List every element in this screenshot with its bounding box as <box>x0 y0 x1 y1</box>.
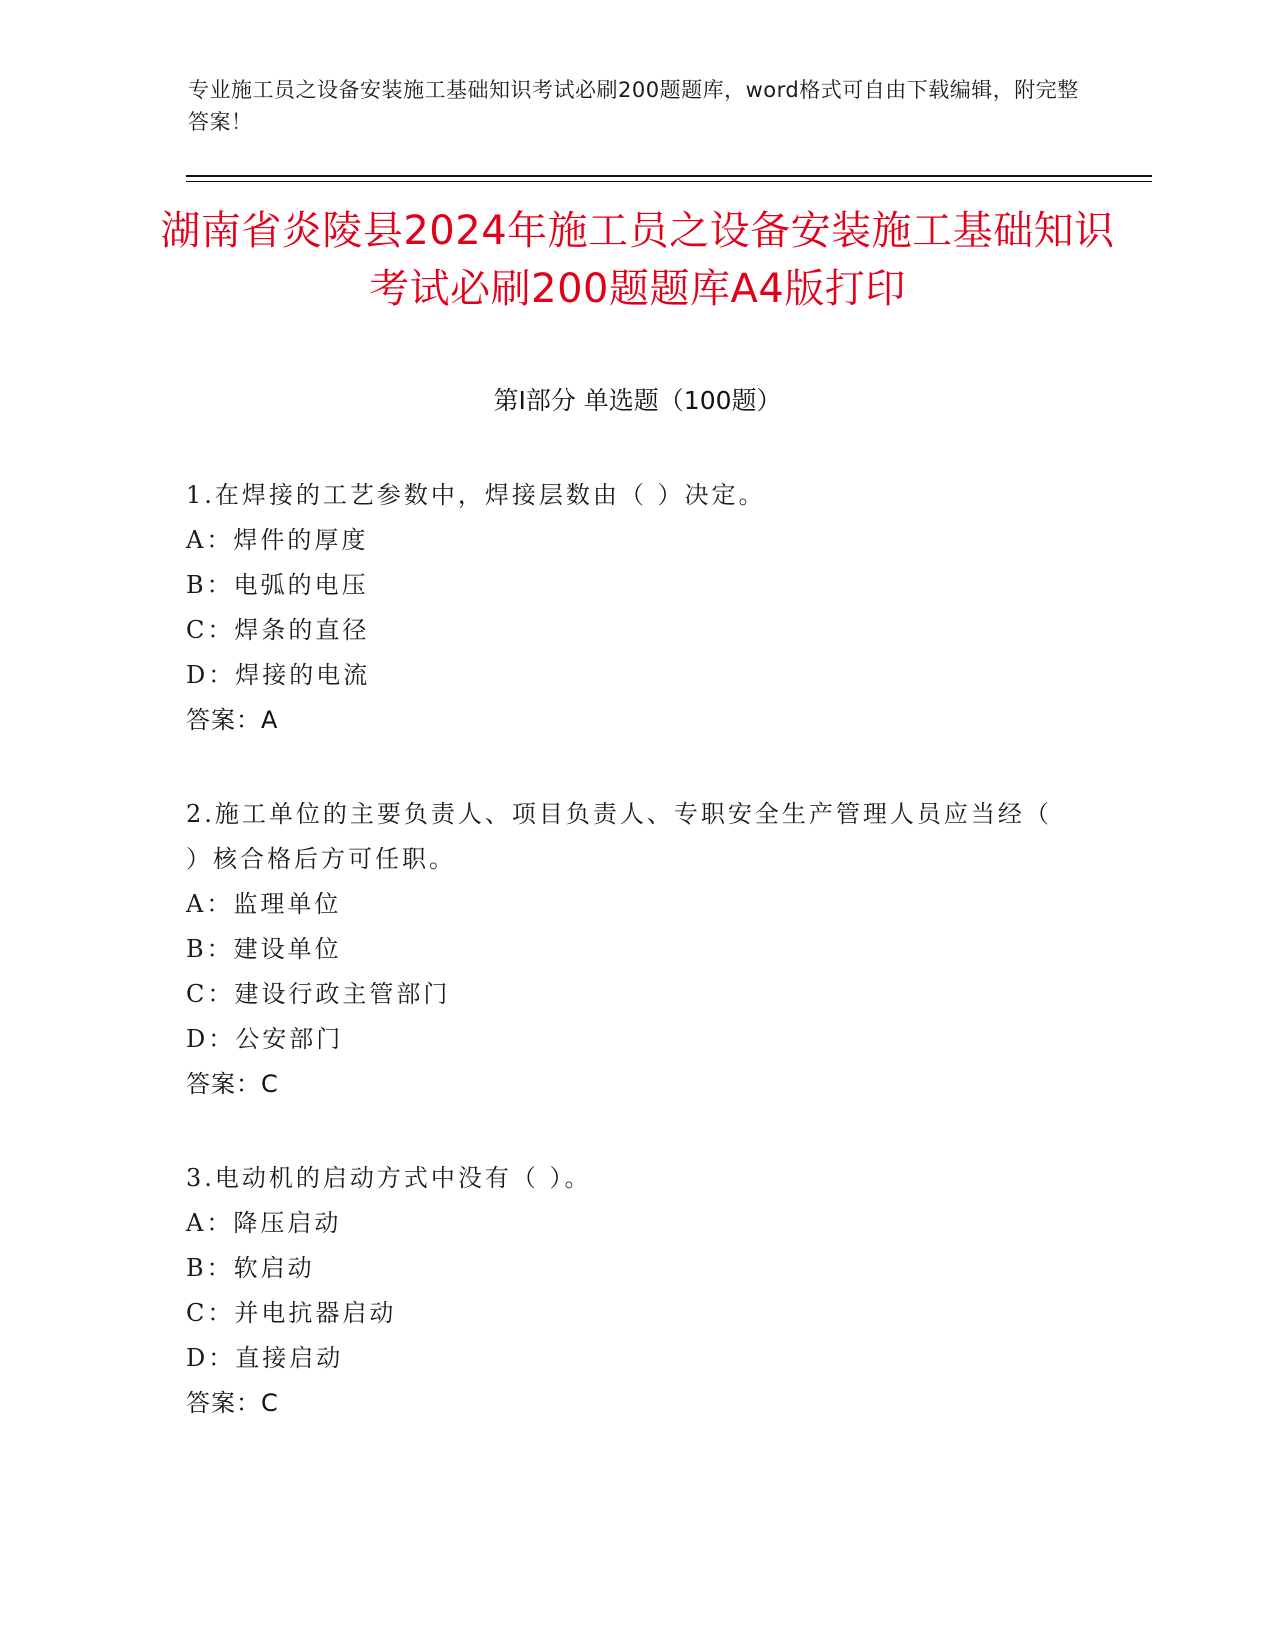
option-b: B：软启动 <box>186 1254 315 1282</box>
answer: 答案：A <box>186 706 279 734</box>
option-c: C：焊条的直径 <box>186 616 370 644</box>
option-a: A：降压启动 <box>186 1209 342 1237</box>
header-divider-thin <box>186 181 1152 182</box>
option-a: A：监理单位 <box>186 890 342 918</box>
question-stem: 1.在焊接的工艺参数中，焊接层数由（ ）决定。 <box>186 481 766 509</box>
answer: 答案：C <box>186 1389 279 1417</box>
option-c: C：并电抗器启动 <box>186 1299 397 1327</box>
option-d: D：公安部门 <box>186 1025 344 1053</box>
question-block <box>186 792 1066 1107</box>
document-title: 湖南省炎陵县2024年施工员之设备安装施工基础知识考试必刷200题题库A4版打印 <box>160 208 1115 312</box>
option-d: D：焊接的电流 <box>186 661 371 689</box>
option-c: C：建设行政主管部门 <box>186 980 451 1008</box>
option-b: B：建设单位 <box>186 935 342 963</box>
answer: 答案：C <box>186 1070 279 1098</box>
question-stem: 3.电动机的启动方式中没有（ ）。 <box>186 1164 592 1192</box>
section-title: 第Ⅰ部分 单选题（100题） <box>493 386 782 415</box>
option-d: D：直接启动 <box>186 1344 344 1372</box>
option-a: A：焊件的厚度 <box>186 526 369 554</box>
header-divider-thick <box>186 175 1152 177</box>
question-stem: 2.施工单位的主要负责人、项目负责人、专职安全生产管理人员应当经（ ）核合格后方可任职。 <box>186 800 1052 873</box>
question-block <box>186 473 1066 743</box>
header-note: 专业施工员之设备安装施工基础知识考试必刷200题题库，word格式可自由下载编辑，附完整答案！ <box>188 78 1079 134</box>
option-b: B：电弧的电压 <box>186 571 369 599</box>
question-block <box>186 1156 1066 1426</box>
